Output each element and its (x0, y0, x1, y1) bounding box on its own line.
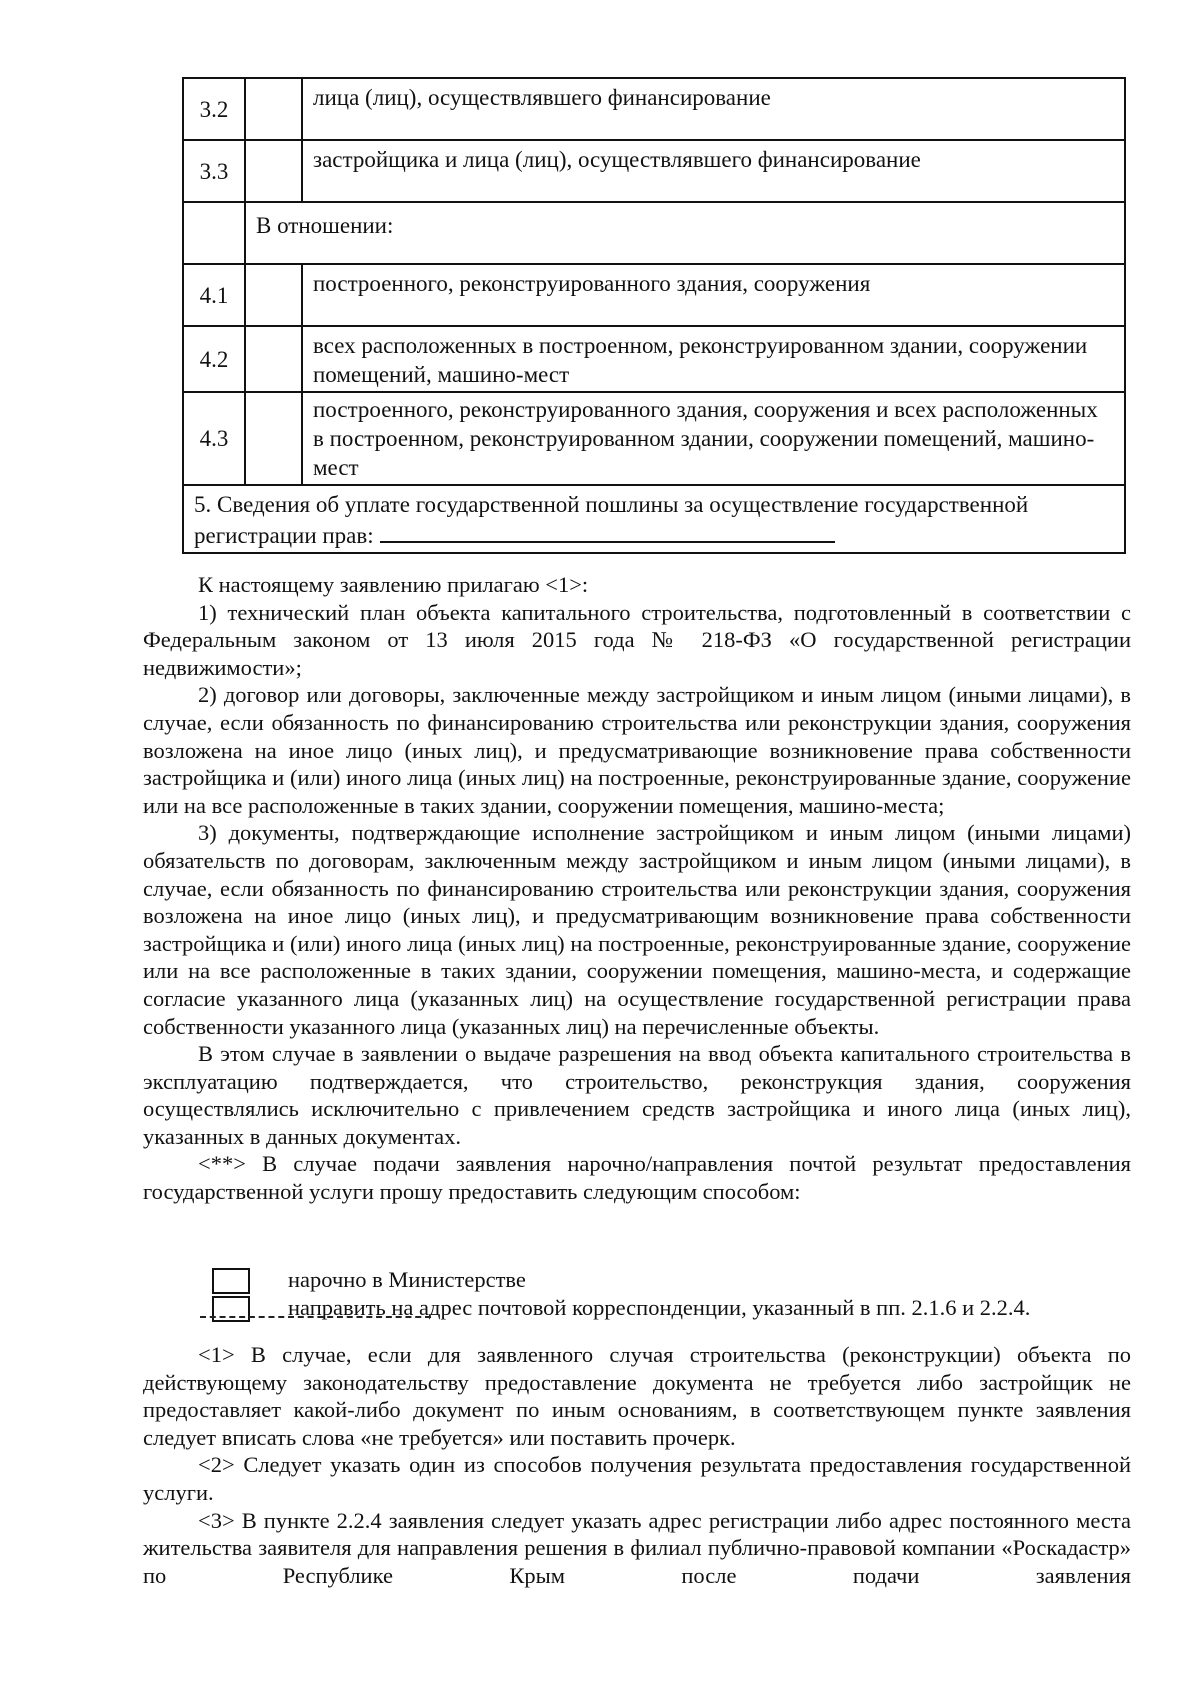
footnotes-section (143, 1341, 1131, 1589)
row-number: 4.2 (183, 326, 245, 392)
delivery-intro: <**> В случае подачи заявления нарочно/направления почтой результат предоставления государственной услуги прошу предоставить следующим способом: (143, 1151, 1131, 1205)
section-header: В отношении: (245, 202, 1125, 264)
confirmation-paragraph: В этом случае в заявлении о выдаче разрешения на ввод объекта капитального строительства в эксплуатацию подтверждается, что строительство, реконструкция здания, сооружения осуществлялись исключительно с привлечением средств застройщика и иного лица (иных лиц), указанных в данных документах. (143, 1041, 1131, 1149)
row-text: застройщика и лица (лиц), осуществлявшего финансирование (302, 140, 1125, 202)
fee-input-line[interactable] (380, 519, 835, 543)
section-5-cell (183, 485, 1125, 553)
attachments-intro: К настоящему заявлению прилагаю <1>: (198, 572, 589, 597)
attachment-item-1: 1) технический план объекта капитального строительства, подготовленный в соответствии с Федеральным законом от 13 июля 2015 года № 218-ФЗ «О государственной регистрации недвижимости»; (143, 599, 1131, 680)
row-checkbox-cell[interactable] (245, 326, 302, 392)
registration-table (182, 77, 1126, 554)
row-number: 3.3 (183, 140, 245, 202)
table-row (183, 326, 1125, 392)
footnote-separator (200, 1316, 431, 1318)
attachment-item-2: 2) договор или договоры, заключенные между застройщиком и иным лицом (иными лицами), в случае, если обязанность по финансированию строительства или реконструкции здания, сооружения возложена на иное лицо (иных лиц), и предусматривающие возникновение права собственности застройщика и (или) иного лица (иных лиц) на построенные, реконструированные здание, сооружение или на все расположенные в таких здании, сооружении помещения, машино-места; (143, 682, 1131, 818)
checkbox-in-person[interactable] (212, 1268, 250, 1294)
attachment-item-3: 3) документы, подтверждающие исполнение застройщиком и иным лицом (иными лицами) обязательств по договорам, заключенным между застройщиком и иным лицом (иными лицами), в случае, если обязанность по финансированию строительства или реконструкции здания, сооружения возложена на иное лицо (иных лиц), и предусматривающим возникновение права собственности застройщика и (или) иного лица (иных лиц) на построенные, реконструированные здание, сооружение или на все расположенные в таких здании, сооружении помещения, машино-места, и содержащие согласие указанного лица (указанных лиц) на осуществление государственной регистрации права собственности указанного лица (указанных лиц) на перечисленные объекты. (143, 820, 1131, 1039)
table-row (183, 202, 1125, 264)
attachments-section (143, 571, 1131, 1206)
row-checkbox-cell[interactable] (245, 78, 302, 140)
table-row (183, 392, 1125, 485)
row-checkbox-cell[interactable] (245, 264, 302, 326)
footnote-3: <3> В пункте 2.2.4 заявления следует указать адрес регистрации либо адрес постоянного места жительства заявителя для направления решения в филиал публично-правовой компании «Роскадастр» по Республике Крым после подачи заявления (143, 1507, 1131, 1588)
row-checkbox-cell[interactable] (245, 392, 302, 485)
option-label: нарочно в Министерстве (288, 1267, 526, 1292)
row-number-empty (183, 202, 245, 264)
table-row (183, 140, 1125, 202)
row-text: построенного, реконструированного здания, сооружения (302, 264, 1125, 326)
table-row (183, 264, 1125, 326)
table-row (183, 485, 1125, 553)
row-text: лица (лиц), осуществлявшего финансирование (302, 78, 1125, 140)
row-text: построенного, реконструированного здания, сооружения и всех расположенных в построенном, реконструированном здании, сооружении помещений, машино-мест (302, 392, 1125, 485)
row-text: всех расположенных в построенном, реконструированном здании, сооружении помещений, машино-мест (302, 326, 1125, 392)
row-number: 4.3 (183, 392, 245, 485)
table-row (183, 78, 1125, 140)
row-number: 3.2 (183, 78, 245, 140)
row-number: 4.1 (183, 264, 245, 326)
footnote-2: <2> Следует указать один из способов получения результата предоставления государственной услуги. (143, 1452, 1131, 1505)
section-5-text: 5. Сведения об уплате государственной пошлины за осуществление государственной регистрации прав: (194, 492, 1029, 548)
row-checkbox-cell[interactable] (245, 140, 302, 202)
checkbox-by-mail[interactable] (212, 1296, 250, 1322)
footnote-1: <1> В случае, если для заявленного случая строительства (реконструкции) объекта по действующему законодательству предоставление документа не требуется либо застройщик не предоставляет какой-либо документ по иным основаниям, в соответствующем пункте заявления следует вписать слова «не требуется» или поставить прочерк. (143, 1342, 1131, 1450)
option-label: направить на адрес почтовой корреспонденции, указанный в пп. 2.1.6 и 2.2.4. (288, 1295, 1031, 1320)
